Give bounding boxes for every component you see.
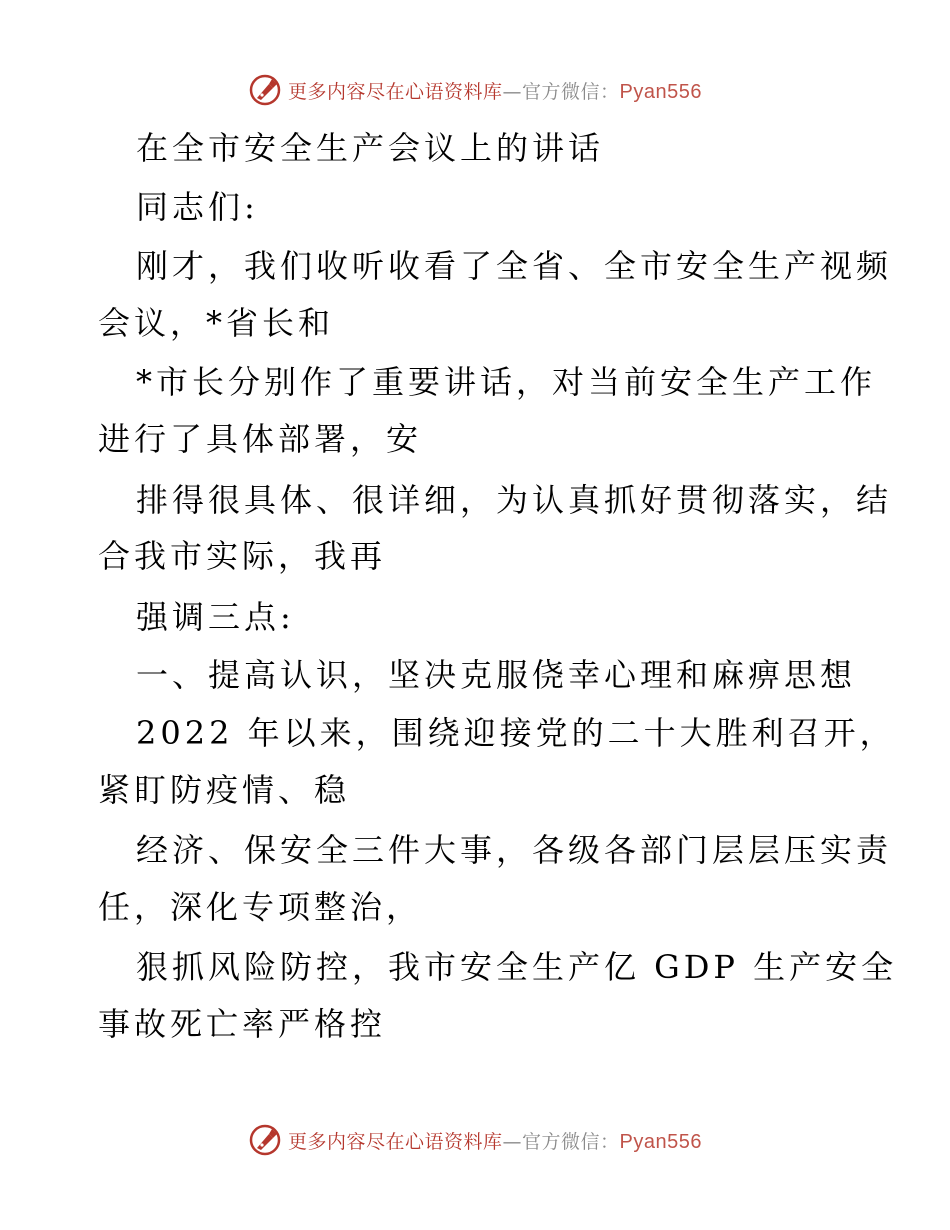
paragraph-line: 经济、保安全三件大事，各级各部门层层压实责 bbox=[136, 831, 893, 869]
watermark-separator: — bbox=[502, 1130, 523, 1153]
watermark-text bbox=[288, 1127, 702, 1154]
paragraph-line: 进行了具体部署，安 bbox=[98, 420, 423, 458]
watermark-wechat-label: 官方微信： bbox=[522, 80, 620, 103]
watermark-separator: — bbox=[502, 80, 523, 103]
paragraph-line: 事故死亡率严格控 bbox=[98, 1005, 387, 1043]
salutation: 同志们: bbox=[136, 188, 259, 226]
paragraph-line: 合我市实际，我再 bbox=[98, 537, 387, 575]
paragraph-line: 紧盯防疫情、稳 bbox=[98, 771, 351, 809]
section-heading: 一、提高认识，坚决克服侥幸心理和麻痹思想 bbox=[136, 656, 857, 694]
watermark-wechat-label: 官方微信： bbox=[522, 1130, 620, 1153]
paragraph-line: 会议，*省长和 bbox=[98, 304, 335, 342]
paragraph-line: 任，深化专项整治， bbox=[98, 888, 423, 926]
document-title: 在全市安全生产会议上的讲话 bbox=[136, 129, 605, 167]
paragraph-line: 2022 年以来，围绕迎接党的二十大胜利召开， bbox=[136, 714, 896, 752]
paragraph-line: 刚才，我们收听收看了全省、全市安全生产视频 bbox=[136, 247, 893, 285]
watermark-wechat-id: Pyan556 bbox=[619, 1130, 702, 1153]
paragraph-line: 狠抓风险防控，我市安全生产亿 GDP 生产安全 bbox=[136, 948, 898, 986]
footer-watermark bbox=[0, 1120, 950, 1160]
paragraph-line: 排得很具体、很详细，为认真抓好贯彻落实，结 bbox=[136, 481, 893, 519]
watermark-wechat-id: Pyan556 bbox=[619, 80, 702, 103]
watermark-site-text: 更多内容尽在心语资料库 bbox=[288, 80, 503, 103]
pen-nib-logo-icon bbox=[248, 73, 282, 107]
pen-nib-logo-icon bbox=[248, 1123, 282, 1157]
paragraph-line: 强调三点: bbox=[136, 598, 295, 636]
paragraph-line: *市长分别作了重要讲话，对当前安全生产工作 bbox=[136, 363, 877, 401]
header-watermark bbox=[0, 70, 950, 110]
watermark-text bbox=[288, 77, 702, 104]
watermark-site-text: 更多内容尽在心语资料库 bbox=[288, 1130, 503, 1153]
